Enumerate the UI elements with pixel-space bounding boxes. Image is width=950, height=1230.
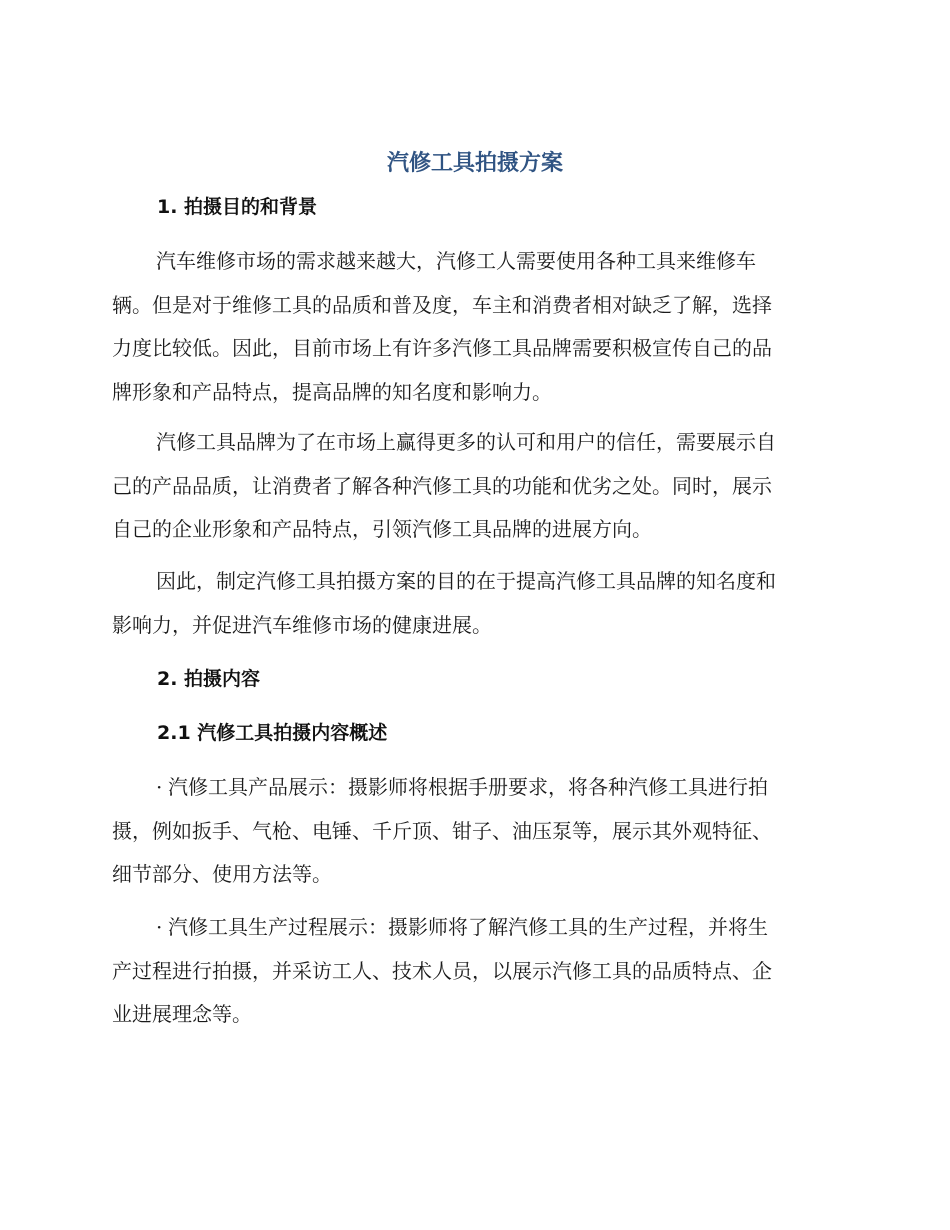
text-line: 摄，例如扳手、气枪、电锤、千斤顶、钳子、油压泵等，展示其外观特征、 [112,818,772,843]
bullet-dot: · [156,775,163,799]
text-line: 影响力，并促进汽车维修市场的健康进展。 [112,612,492,637]
text-line: 汽修工具品牌为了在市场上赢得更多的认可和用户的信任，需要展示自 [156,430,776,454]
text-line: 汽车维修市场的需求越来越大，汽修工人需要使用各种工具来维修车 [156,249,756,273]
bullet-dot: · [156,915,163,939]
text-line: 牌形象和产品特点，提高品牌的知名度和影响力。 [112,379,552,404]
section-1-paragraph-2 [112,421,832,552]
text-line: 因此，制定汽修工具拍摄方案的目的在于提高汽修工具品牌的知名度和 [156,569,776,593]
section-2-1-heading: 2.1 汽修工具拍摄内容概述 [157,722,388,744]
section-2-heading: 2. 拍摄内容 [157,668,261,690]
text-line: 汽修工具产品展示：摄影师将根据手册要求，将各种汽修工具进行拍 [168,775,768,799]
text-line: 产过程进行拍摄，并采访工人、技术人员，以展示汽修工具的品质特点、企 [112,958,772,983]
section-1-paragraph-3 [112,560,832,647]
section-1-paragraph-1 [112,240,832,414]
text-line: 汽修工具生产过程展示：摄影师将了解汽修工具的生产过程，并将生 [168,915,768,939]
text-line: 自己的企业形象和产品特点，引领汽修工具品牌的进展方向。 [112,517,652,541]
document-title: 汽修工具拍摄方案 [386,151,563,176]
text-line: 业进展理念等。 [112,1002,252,1026]
text-line: 力度比较低。因此，目前市场上有许多汽修工具品牌需要积极宣传自己的品 [112,336,772,360]
text-line: 辆。但是对于维修工具的品质和普及度，车主和消费者相对缺乏了解，选择 [112,292,772,317]
bullet-item-product-showcase [112,766,832,897]
bullet-item-production-process [112,906,832,1037]
section-1-heading: 1. 拍摄目的和背景 [157,196,318,218]
text-line: 己的产品品质，让消费者了解各种汽修工具的功能和优劣之处。同时，展示 [112,473,772,498]
text-line: 细节部分、使用方法等。 [112,862,332,886]
